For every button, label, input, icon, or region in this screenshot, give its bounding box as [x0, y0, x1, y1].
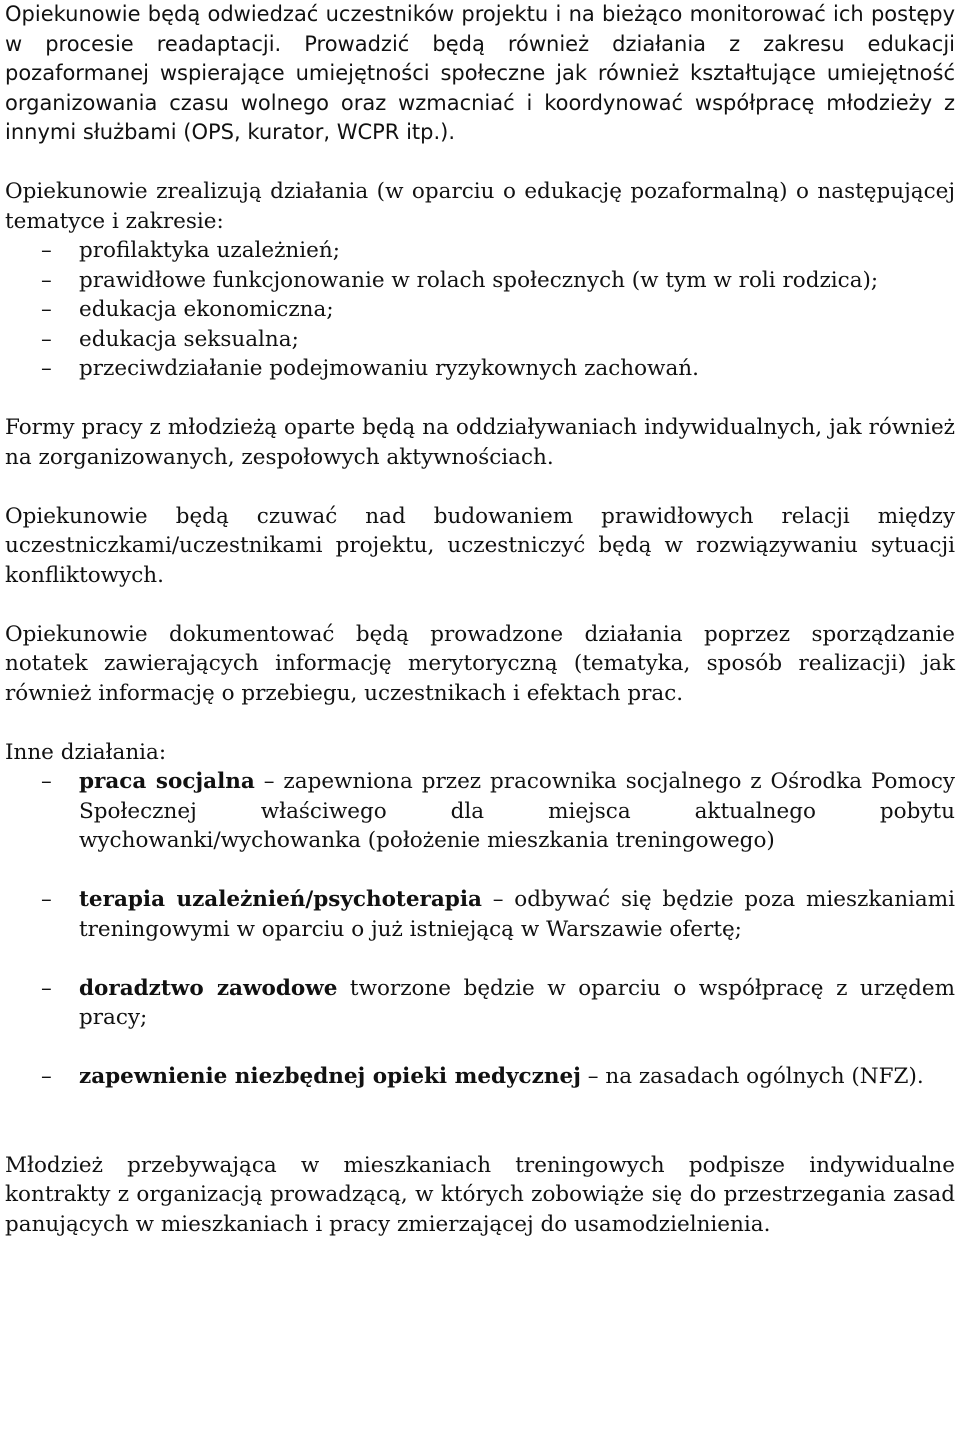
- list-item: [5, 236, 955, 266]
- dash-bullet: –: [41, 297, 52, 322]
- other-actions-heading: Inne działania:: [5, 739, 167, 765]
- action-title: zapewnienie niezbędnej opieki medycznej: [79, 1064, 581, 1089]
- list-item: [5, 295, 955, 325]
- action-description: – odbywać się będzie poza mieszkaniami treningowymi w oparciu o już istniejącą w Warszawie ofertę;: [79, 887, 956, 942]
- action-description: tworzone będzie w oparciu o współpracę z urzędem pracy;: [79, 975, 955, 1030]
- topics-lead-paragraph: Opiekunowie zrealizują działania (w oparciu o edukację pozaformalną) o następującej tematyce i zakresie:: [5, 179, 955, 234]
- list-item: [5, 1062, 955, 1092]
- dash-bullet: –: [41, 326, 52, 352]
- other-actions-list: [5, 767, 955, 1092]
- dash-bullet: –: [41, 975, 52, 1001]
- list-item: [5, 974, 955, 1033]
- list-item-text: profilaktyka uzależnień;: [79, 238, 340, 263]
- dash-bullet: –: [41, 887, 52, 912]
- action-title: terapia uzależnień/psychoterapia: [79, 887, 482, 912]
- forms-paragraph: Formy pracy z młodzieżą oparte będą na oddziaływaniach indywidualnych, jak również na zorganizowanych, zespołowych aktywnościach.: [5, 415, 955, 470]
- action-title: praca socjalna: [79, 769, 255, 794]
- relations-paragraph: Opiekunowie będą czuwać nad budowaniem prawidłowych relacji między uczestniczkami/uczestnikami projektu, uczestniczyć będą w rozwiązywaniu sytuacji konfliktowych.: [5, 503, 955, 588]
- action-description: – na zasadach ogólnych (NFZ).: [580, 1064, 924, 1089]
- list-item-text: przeciwdziałanie podejmowaniu ryzykownych zachowań.: [79, 356, 699, 381]
- list-item-text: prawidłowe funkcjonowanie w rolach społecznych (w tym w roli rodzica);: [79, 267, 879, 293]
- action-description: – zapewniona przez pracownika socjalnego z Ośrodka Pomocy Społecznej właściwego dla miejsca aktualnego pobytu wychowanki/wychowanka (położenie mieszkania treningowego): [79, 769, 956, 853]
- list-item: [5, 266, 955, 296]
- list-item-text: edukacja seksualna;: [79, 326, 299, 352]
- dash-bullet: –: [41, 1064, 52, 1089]
- dash-bullet: –: [41, 356, 52, 381]
- dash-bullet: –: [41, 769, 52, 794]
- dash-bullet: –: [41, 267, 52, 293]
- list-item: [5, 767, 955, 856]
- action-title: doradztwo zawodowe: [79, 975, 338, 1001]
- closing-paragraph: Młodzież przebywająca w mieszkaniach treningowych podpisze indywidualne kontrakty z organizacją prowadzącą, w których zobowiąże się do przestrzegania zasad panujących w mieszkaniach i pracy zmierzającej do usamodzielnienia.: [5, 1152, 955, 1237]
- list-item: [5, 885, 955, 944]
- list-item: [5, 325, 955, 355]
- topics-list: [5, 236, 955, 384]
- documentation-paragraph: Opiekunowie dokumentować będą prowadzone działania poprzez sporządzanie notatek zawierających informację merytoryczną (tematyka, sposób realizacji) jak również informację o przebiegu, uczestnikach i efektach prac.: [5, 621, 955, 706]
- intro-paragraph: Opiekunowie będą odwiedzać uczestników projektu i na bieżąco monitorować ich postępy w procesie readaptacji. Prowadzić będą również działania z zakresu edukacji pozaformanej wspierające umiejętności społeczne jak również kształtujące umiejętność organizowania czasu wolnego oraz wzmacniać i koordynować współpracę młodzieży z innymi służbami (OPS, kurator, WCPR itp.).: [5, 2, 955, 144]
- dash-bullet: –: [41, 238, 52, 263]
- list-item-text: edukacja ekonomiczna;: [79, 297, 334, 322]
- list-item: [5, 354, 955, 384]
